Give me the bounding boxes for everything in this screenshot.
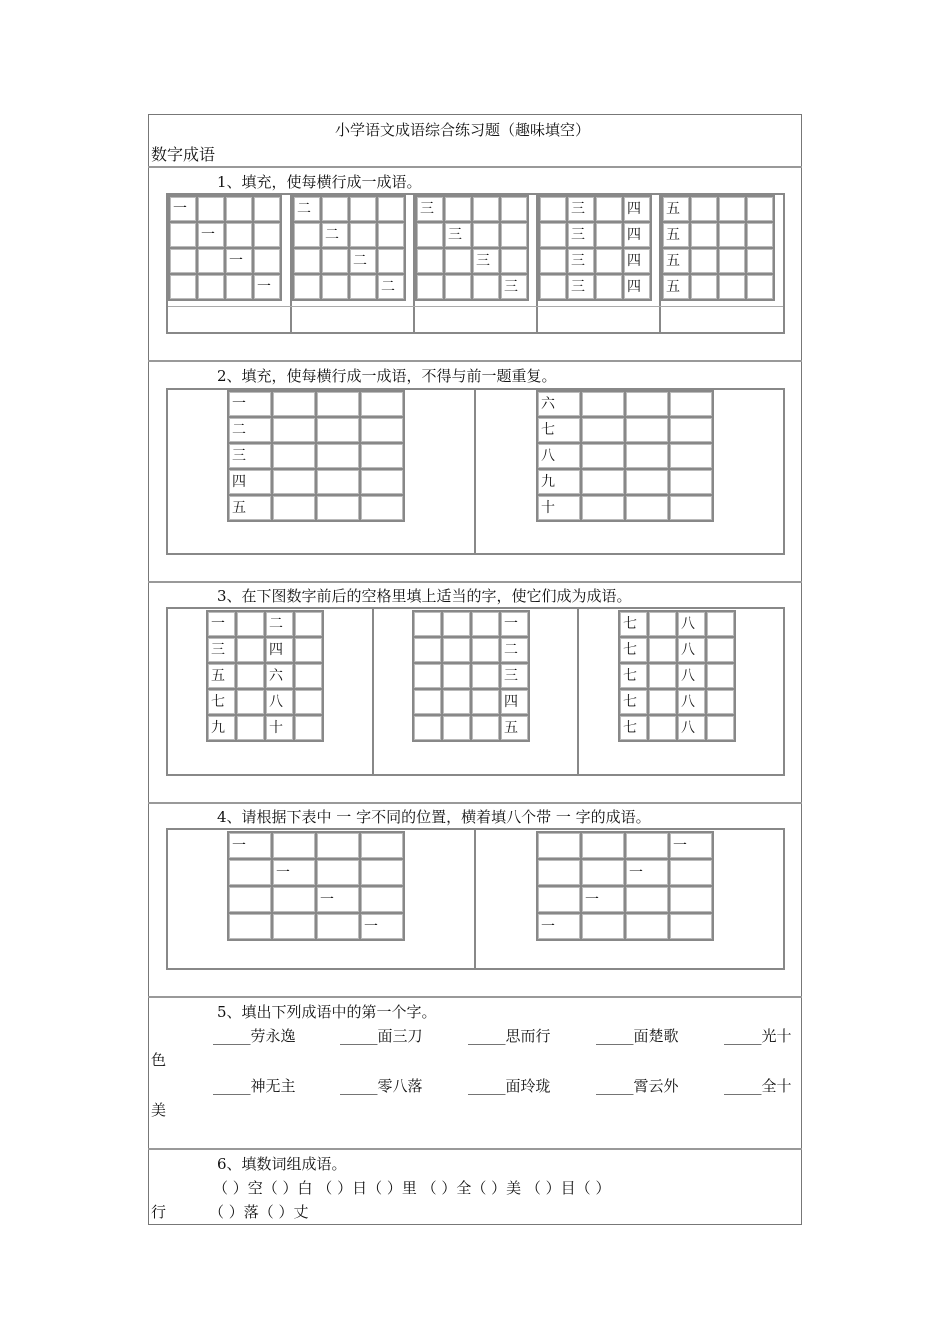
grid-cell[interactable] bbox=[501, 197, 527, 221]
grid-cell: 三 bbox=[568, 197, 594, 221]
grid-cell[interactable] bbox=[198, 197, 224, 221]
grid-cell[interactable] bbox=[596, 197, 622, 221]
grid-cell[interactable] bbox=[317, 470, 359, 494]
grid-cell[interactable] bbox=[626, 392, 668, 416]
grid-cell[interactable] bbox=[273, 392, 315, 416]
grid-cell: 二 bbox=[266, 612, 293, 636]
grid-cell: 七 bbox=[538, 418, 580, 442]
divider bbox=[148, 166, 802, 168]
grid-cell: 三 bbox=[208, 638, 235, 662]
q5-idiom[interactable] bbox=[213, 1077, 296, 1095]
grid-cell[interactable] bbox=[237, 638, 264, 662]
divider bbox=[148, 360, 802, 362]
grid-cell[interactable] bbox=[691, 223, 717, 247]
grid-cell: 五 bbox=[663, 249, 689, 273]
box-divider bbox=[413, 195, 415, 332]
box-divider bbox=[474, 830, 476, 968]
grid-cell[interactable] bbox=[229, 914, 271, 939]
grid-cell[interactable] bbox=[226, 275, 252, 299]
grid-cell: 三 bbox=[473, 249, 499, 273]
q2-grid-left bbox=[227, 390, 405, 522]
grid-cell[interactable] bbox=[649, 612, 676, 636]
grid-cell[interactable] bbox=[273, 914, 315, 939]
grid-cell[interactable] bbox=[229, 887, 271, 912]
grid-cell[interactable] bbox=[473, 275, 499, 299]
grid-cell[interactable] bbox=[295, 612, 322, 636]
divider bbox=[148, 581, 802, 583]
q1-grid bbox=[415, 195, 529, 301]
grid-cell[interactable] bbox=[445, 275, 471, 299]
grid-cell[interactable] bbox=[322, 275, 348, 299]
q1-grid bbox=[168, 195, 282, 301]
grid-cell[interactable] bbox=[747, 249, 773, 273]
grid-cell[interactable] bbox=[273, 418, 315, 442]
q5-idiom[interactable] bbox=[596, 1077, 679, 1095]
grid-cell: 八 bbox=[538, 444, 580, 468]
grid-cell[interactable] bbox=[198, 275, 224, 299]
grid-cell[interactable] bbox=[626, 833, 668, 858]
grid-cell[interactable] bbox=[670, 418, 712, 442]
grid-cell[interactable] bbox=[414, 664, 441, 688]
grid-cell[interactable] bbox=[273, 444, 315, 468]
grid-cell: 四 bbox=[266, 638, 293, 662]
grid-cell[interactable] bbox=[443, 638, 470, 662]
idiom-text: 面三刀 bbox=[377, 1027, 423, 1045]
grid-cell[interactable] bbox=[473, 197, 499, 221]
grid-cell[interactable] bbox=[626, 914, 668, 939]
grid-cell: 一 bbox=[501, 612, 528, 636]
grid-cell[interactable] bbox=[538, 860, 580, 885]
answer-blank[interactable]: _____ bbox=[596, 1027, 634, 1045]
grid-cell: 五 bbox=[229, 496, 271, 520]
grid-cell: 八 bbox=[266, 690, 293, 714]
q5-idiom[interactable] bbox=[340, 1077, 423, 1095]
grid-cell[interactable] bbox=[747, 275, 773, 299]
q4-grid-left bbox=[227, 831, 405, 941]
grid-cell: 四 bbox=[624, 249, 650, 273]
divider bbox=[148, 996, 802, 998]
q6-line-2a: 行 bbox=[151, 1203, 167, 1221]
answer-blank[interactable]: _____ bbox=[596, 1077, 634, 1095]
grid-cell[interactable] bbox=[417, 249, 443, 273]
grid-cell[interactable] bbox=[443, 612, 470, 636]
grid-cell: 一 bbox=[626, 860, 668, 885]
box-divider bbox=[474, 390, 476, 553]
q1-grid bbox=[661, 195, 775, 301]
grid-cell: 五 bbox=[663, 275, 689, 299]
grid-cell[interactable] bbox=[317, 860, 359, 885]
grid-cell[interactable] bbox=[582, 444, 624, 468]
grid-cell[interactable] bbox=[361, 418, 403, 442]
answer-blank[interactable]: _____ bbox=[468, 1077, 506, 1095]
grid-cell[interactable] bbox=[707, 612, 734, 636]
grid-cell[interactable] bbox=[472, 664, 499, 688]
grid-cell[interactable] bbox=[170, 275, 196, 299]
box-divider bbox=[372, 609, 374, 774]
grid-cell[interactable] bbox=[472, 690, 499, 714]
grid-cell[interactable] bbox=[538, 887, 580, 912]
grid-cell: 三 bbox=[501, 275, 527, 299]
grid-cell[interactable] bbox=[472, 716, 499, 740]
grid-cell[interactable] bbox=[226, 197, 252, 221]
grid-cell: 八 bbox=[678, 664, 705, 688]
q2-prompt: 2、填充，使每横行成一成语，不得与前一题重复。 bbox=[217, 367, 557, 385]
grid-cell: 八 bbox=[678, 638, 705, 662]
idiom-text: 劳永逸 bbox=[250, 1027, 296, 1045]
grid-cell: 一 bbox=[254, 275, 280, 299]
grid-cell[interactable] bbox=[237, 690, 264, 714]
grid-cell[interactable] bbox=[322, 197, 348, 221]
grid-cell: 一 bbox=[273, 860, 315, 885]
grid-cell: 二 bbox=[378, 275, 404, 299]
grid-cell: 二 bbox=[501, 638, 528, 662]
idiom-text: 面楚歌 bbox=[633, 1027, 679, 1045]
grid-cell[interactable] bbox=[443, 690, 470, 714]
grid-cell[interactable] bbox=[414, 638, 441, 662]
grid-cell[interactable] bbox=[501, 249, 527, 273]
grid-cell[interactable] bbox=[294, 275, 320, 299]
grid-cell[interactable] bbox=[237, 612, 264, 636]
grid-cell[interactable] bbox=[596, 275, 622, 299]
q4-grid-right bbox=[536, 831, 714, 941]
grid-cell: 一 bbox=[582, 887, 624, 912]
grid-cell: 三 bbox=[568, 275, 594, 299]
answer-blank[interactable]: _____ bbox=[724, 1027, 762, 1045]
idiom-text: 思而行 bbox=[505, 1027, 551, 1045]
grid-cell[interactable] bbox=[719, 197, 745, 221]
grid-cell[interactable] bbox=[540, 197, 566, 221]
grid-cell[interactable] bbox=[670, 496, 712, 520]
grid-cell[interactable] bbox=[414, 716, 441, 740]
grid-cell[interactable] bbox=[361, 496, 403, 520]
grid-cell[interactable] bbox=[273, 833, 315, 858]
grid-cell[interactable] bbox=[443, 664, 470, 688]
box-divider bbox=[659, 195, 661, 332]
q5-idiom[interactable] bbox=[468, 1027, 551, 1045]
divider bbox=[148, 802, 802, 804]
grid-cell[interactable] bbox=[350, 275, 376, 299]
grid-cell: 五 bbox=[501, 716, 528, 740]
grid-cell[interactable] bbox=[322, 249, 348, 273]
grid-cell[interactable] bbox=[582, 833, 624, 858]
q5-idiom[interactable] bbox=[596, 1027, 679, 1045]
grid-cell: 五 bbox=[208, 664, 235, 688]
grid-cell[interactable] bbox=[295, 690, 322, 714]
box-divider bbox=[577, 609, 579, 774]
grid-cell[interactable] bbox=[596, 223, 622, 247]
grid-cell: 二 bbox=[229, 418, 271, 442]
grid-cell[interactable] bbox=[361, 887, 403, 912]
q3-prompt: 3、在下图数字前后的空格里填上适当的字，使它们成为成语。 bbox=[217, 587, 632, 605]
grid-cell[interactable] bbox=[417, 275, 443, 299]
grid-cell: 七 bbox=[620, 612, 647, 636]
grid-cell[interactable] bbox=[626, 444, 668, 468]
q1-prompt: 1、填充，使每横行成一成语。 bbox=[217, 173, 422, 191]
grid-cell[interactable] bbox=[350, 223, 376, 247]
q2-grid-right bbox=[536, 390, 714, 522]
q3-grid-3 bbox=[618, 610, 736, 742]
q5-idiom[interactable] bbox=[340, 1027, 423, 1045]
grid-cell[interactable] bbox=[378, 249, 404, 273]
page-title: 小学语文成语综合练习题（趣味填空） bbox=[335, 121, 591, 139]
grid-cell: 八 bbox=[678, 690, 705, 714]
grid-cell[interactable] bbox=[472, 638, 499, 662]
box-divider bbox=[536, 195, 538, 332]
grid-cell[interactable] bbox=[649, 638, 676, 662]
grid-cell: 七 bbox=[620, 716, 647, 740]
grid-cell[interactable] bbox=[719, 223, 745, 247]
grid-cell[interactable] bbox=[294, 249, 320, 273]
q6-line-1: （ ）空（ ）白 （ ）日（ ）里 （ ）全（ ）美 （ ）目（ ） bbox=[213, 1179, 611, 1197]
answer-blank[interactable]: _____ bbox=[724, 1077, 762, 1095]
grid-cell[interactable] bbox=[229, 860, 271, 885]
grid-cell[interactable] bbox=[649, 690, 676, 714]
grid-cell[interactable] bbox=[317, 914, 359, 939]
grid-cell[interactable] bbox=[707, 664, 734, 688]
grid-cell: 六 bbox=[266, 664, 293, 688]
idiom-text: 霄云外 bbox=[633, 1077, 679, 1095]
grid-cell[interactable] bbox=[691, 197, 717, 221]
grid-cell[interactable] bbox=[472, 612, 499, 636]
grid-cell: 三 bbox=[229, 444, 271, 468]
q1-baseline bbox=[168, 306, 783, 307]
grid-cell[interactable] bbox=[473, 223, 499, 247]
idiom-text: 零八落 bbox=[377, 1077, 423, 1095]
grid-cell[interactable] bbox=[414, 690, 441, 714]
grid-cell: 三 bbox=[501, 664, 528, 688]
grid-cell: 四 bbox=[624, 197, 650, 221]
grid-cell[interactable] bbox=[691, 249, 717, 273]
idiom-text: 神无主 bbox=[250, 1077, 296, 1095]
grid-cell: 三 bbox=[568, 249, 594, 273]
grid-cell[interactable] bbox=[170, 249, 196, 273]
grid-cell[interactable] bbox=[626, 496, 668, 520]
grid-cell[interactable] bbox=[378, 197, 404, 221]
grid-cell[interactable] bbox=[582, 914, 624, 939]
grid-cell[interactable] bbox=[626, 887, 668, 912]
q1-grid bbox=[538, 195, 652, 301]
grid-cell: 十 bbox=[266, 716, 293, 740]
grid-cell[interactable] bbox=[747, 223, 773, 247]
grid-cell[interactable] bbox=[361, 860, 403, 885]
grid-cell: 七 bbox=[208, 690, 235, 714]
grid-cell[interactable] bbox=[626, 418, 668, 442]
grid-cell[interactable] bbox=[707, 690, 734, 714]
answer-blank[interactable]: _____ bbox=[340, 1027, 378, 1045]
q5-idiom[interactable] bbox=[724, 1077, 792, 1095]
grid-cell[interactable] bbox=[670, 392, 712, 416]
answer-blank[interactable]: _____ bbox=[213, 1077, 251, 1095]
grid-cell[interactable] bbox=[254, 223, 280, 247]
q5-idiom[interactable] bbox=[468, 1077, 551, 1095]
grid-cell: 八 bbox=[678, 716, 705, 740]
grid-cell[interactable] bbox=[378, 223, 404, 247]
grid-cell[interactable] bbox=[295, 664, 322, 688]
q4-prompt: 4、请根据下表中 一 字不同的位置，横着填八个带 一 字的成语。 bbox=[217, 808, 651, 826]
answer-blank[interactable]: _____ bbox=[213, 1027, 251, 1045]
grid-cell[interactable] bbox=[254, 249, 280, 273]
grid-cell[interactable] bbox=[317, 418, 359, 442]
grid-cell[interactable] bbox=[670, 860, 712, 885]
q5-row2-wrap: 美 bbox=[151, 1101, 167, 1119]
grid-cell: 一 bbox=[226, 249, 252, 273]
grid-cell: 一 bbox=[361, 914, 403, 939]
idiom-text: 光十 bbox=[761, 1027, 792, 1045]
answer-blank[interactable]: _____ bbox=[340, 1077, 378, 1095]
grid-cell[interactable] bbox=[254, 197, 280, 221]
grid-cell[interactable] bbox=[443, 716, 470, 740]
grid-cell[interactable] bbox=[582, 392, 624, 416]
grid-cell[interactable] bbox=[417, 223, 443, 247]
answer-blank[interactable]: _____ bbox=[468, 1027, 506, 1045]
grid-cell: 四 bbox=[229, 470, 271, 494]
q5-prompt: 5、填出下列成语中的第一个字。 bbox=[217, 1003, 437, 1021]
grid-cell[interactable] bbox=[691, 275, 717, 299]
grid-cell: 一 bbox=[170, 197, 196, 221]
grid-cell[interactable] bbox=[198, 249, 224, 273]
q5-idiom[interactable] bbox=[724, 1027, 792, 1045]
grid-cell[interactable] bbox=[237, 716, 264, 740]
grid-cell[interactable] bbox=[295, 716, 322, 740]
grid-cell[interactable] bbox=[582, 470, 624, 494]
grid-cell[interactable] bbox=[582, 860, 624, 885]
grid-cell: 一 bbox=[538, 914, 580, 939]
grid-cell[interactable] bbox=[540, 275, 566, 299]
grid-cell: 一 bbox=[317, 887, 359, 912]
grid-cell[interactable] bbox=[273, 496, 315, 520]
grid-cell[interactable] bbox=[317, 496, 359, 520]
grid-cell: 一 bbox=[670, 833, 712, 858]
grid-cell[interactable] bbox=[649, 716, 676, 740]
grid-cell[interactable] bbox=[719, 249, 745, 273]
grid-cell[interactable] bbox=[170, 223, 196, 247]
grid-cell: 一 bbox=[229, 833, 271, 858]
grid-cell[interactable] bbox=[670, 887, 712, 912]
grid-cell: 六 bbox=[538, 392, 580, 416]
grid-cell: 四 bbox=[624, 275, 650, 299]
grid-cell[interactable] bbox=[295, 638, 322, 662]
grid-cell: 七 bbox=[620, 638, 647, 662]
grid-cell: 九 bbox=[208, 716, 235, 740]
box-divider bbox=[290, 195, 292, 332]
grid-cell[interactable] bbox=[670, 444, 712, 468]
q6-prompt: 6、填数词组成语。 bbox=[217, 1155, 347, 1173]
grid-cell: 五 bbox=[663, 223, 689, 247]
grid-cell[interactable] bbox=[226, 223, 252, 247]
grid-cell: 四 bbox=[501, 690, 528, 714]
grid-cell: 五 bbox=[663, 197, 689, 221]
section-subtitle: 数字成语 bbox=[151, 145, 216, 164]
grid-cell[interactable] bbox=[540, 249, 566, 273]
grid-cell: 二 bbox=[294, 197, 320, 221]
grid-cell[interactable] bbox=[237, 664, 264, 688]
grid-cell: 三 bbox=[568, 223, 594, 247]
q3-grid-2 bbox=[412, 610, 530, 742]
idiom-text: 全十 bbox=[761, 1077, 792, 1095]
grid-cell[interactable] bbox=[747, 197, 773, 221]
grid-cell[interactable] bbox=[361, 392, 403, 416]
grid-cell[interactable] bbox=[670, 914, 712, 939]
grid-cell[interactable] bbox=[317, 833, 359, 858]
q5-idiom[interactable] bbox=[213, 1027, 296, 1045]
grid-cell[interactable] bbox=[317, 392, 359, 416]
grid-cell[interactable] bbox=[361, 444, 403, 468]
grid-cell[interactable] bbox=[350, 197, 376, 221]
grid-cell[interactable] bbox=[649, 664, 676, 688]
grid-cell: 九 bbox=[538, 470, 580, 494]
q3-grid-1 bbox=[206, 610, 324, 742]
grid-cell: 一 bbox=[208, 612, 235, 636]
grid-cell[interactable] bbox=[582, 418, 624, 442]
grid-cell[interactable] bbox=[445, 249, 471, 273]
grid-cell[interactable] bbox=[501, 223, 527, 247]
grid-cell: 三 bbox=[417, 197, 443, 221]
grid-cell: 十 bbox=[538, 496, 580, 520]
q6-line-2b: （ ）落（ ）丈 bbox=[209, 1203, 309, 1221]
grid-cell: 四 bbox=[624, 223, 650, 247]
grid-cell: 二 bbox=[350, 249, 376, 273]
divider bbox=[148, 1148, 802, 1150]
grid-cell[interactable] bbox=[707, 638, 734, 662]
grid-cell[interactable] bbox=[445, 197, 471, 221]
q5-row1-wrap: 色 bbox=[151, 1051, 167, 1069]
grid-cell[interactable] bbox=[273, 470, 315, 494]
grid-cell[interactable] bbox=[414, 612, 441, 636]
grid-cell[interactable] bbox=[670, 470, 712, 494]
grid-cell: 二 bbox=[322, 223, 348, 247]
grid-cell[interactable] bbox=[273, 887, 315, 912]
grid-cell[interactable] bbox=[361, 833, 403, 858]
q1-grid bbox=[292, 195, 406, 301]
idiom-text: 面玲珑 bbox=[505, 1077, 551, 1095]
grid-cell[interactable] bbox=[294, 223, 320, 247]
grid-cell[interactable] bbox=[538, 833, 580, 858]
grid-cell: 八 bbox=[678, 612, 705, 636]
grid-cell[interactable] bbox=[626, 470, 668, 494]
grid-cell: 一 bbox=[198, 223, 224, 247]
grid-cell[interactable] bbox=[582, 496, 624, 520]
grid-cell: 七 bbox=[620, 664, 647, 688]
grid-cell[interactable] bbox=[719, 275, 745, 299]
grid-cell[interactable] bbox=[317, 444, 359, 468]
grid-cell[interactable] bbox=[707, 716, 734, 740]
grid-cell: 三 bbox=[445, 223, 471, 247]
grid-cell: 七 bbox=[620, 690, 647, 714]
grid-cell[interactable] bbox=[596, 249, 622, 273]
grid-cell: 一 bbox=[229, 392, 271, 416]
grid-cell[interactable] bbox=[361, 470, 403, 494]
grid-cell[interactable] bbox=[540, 223, 566, 247]
